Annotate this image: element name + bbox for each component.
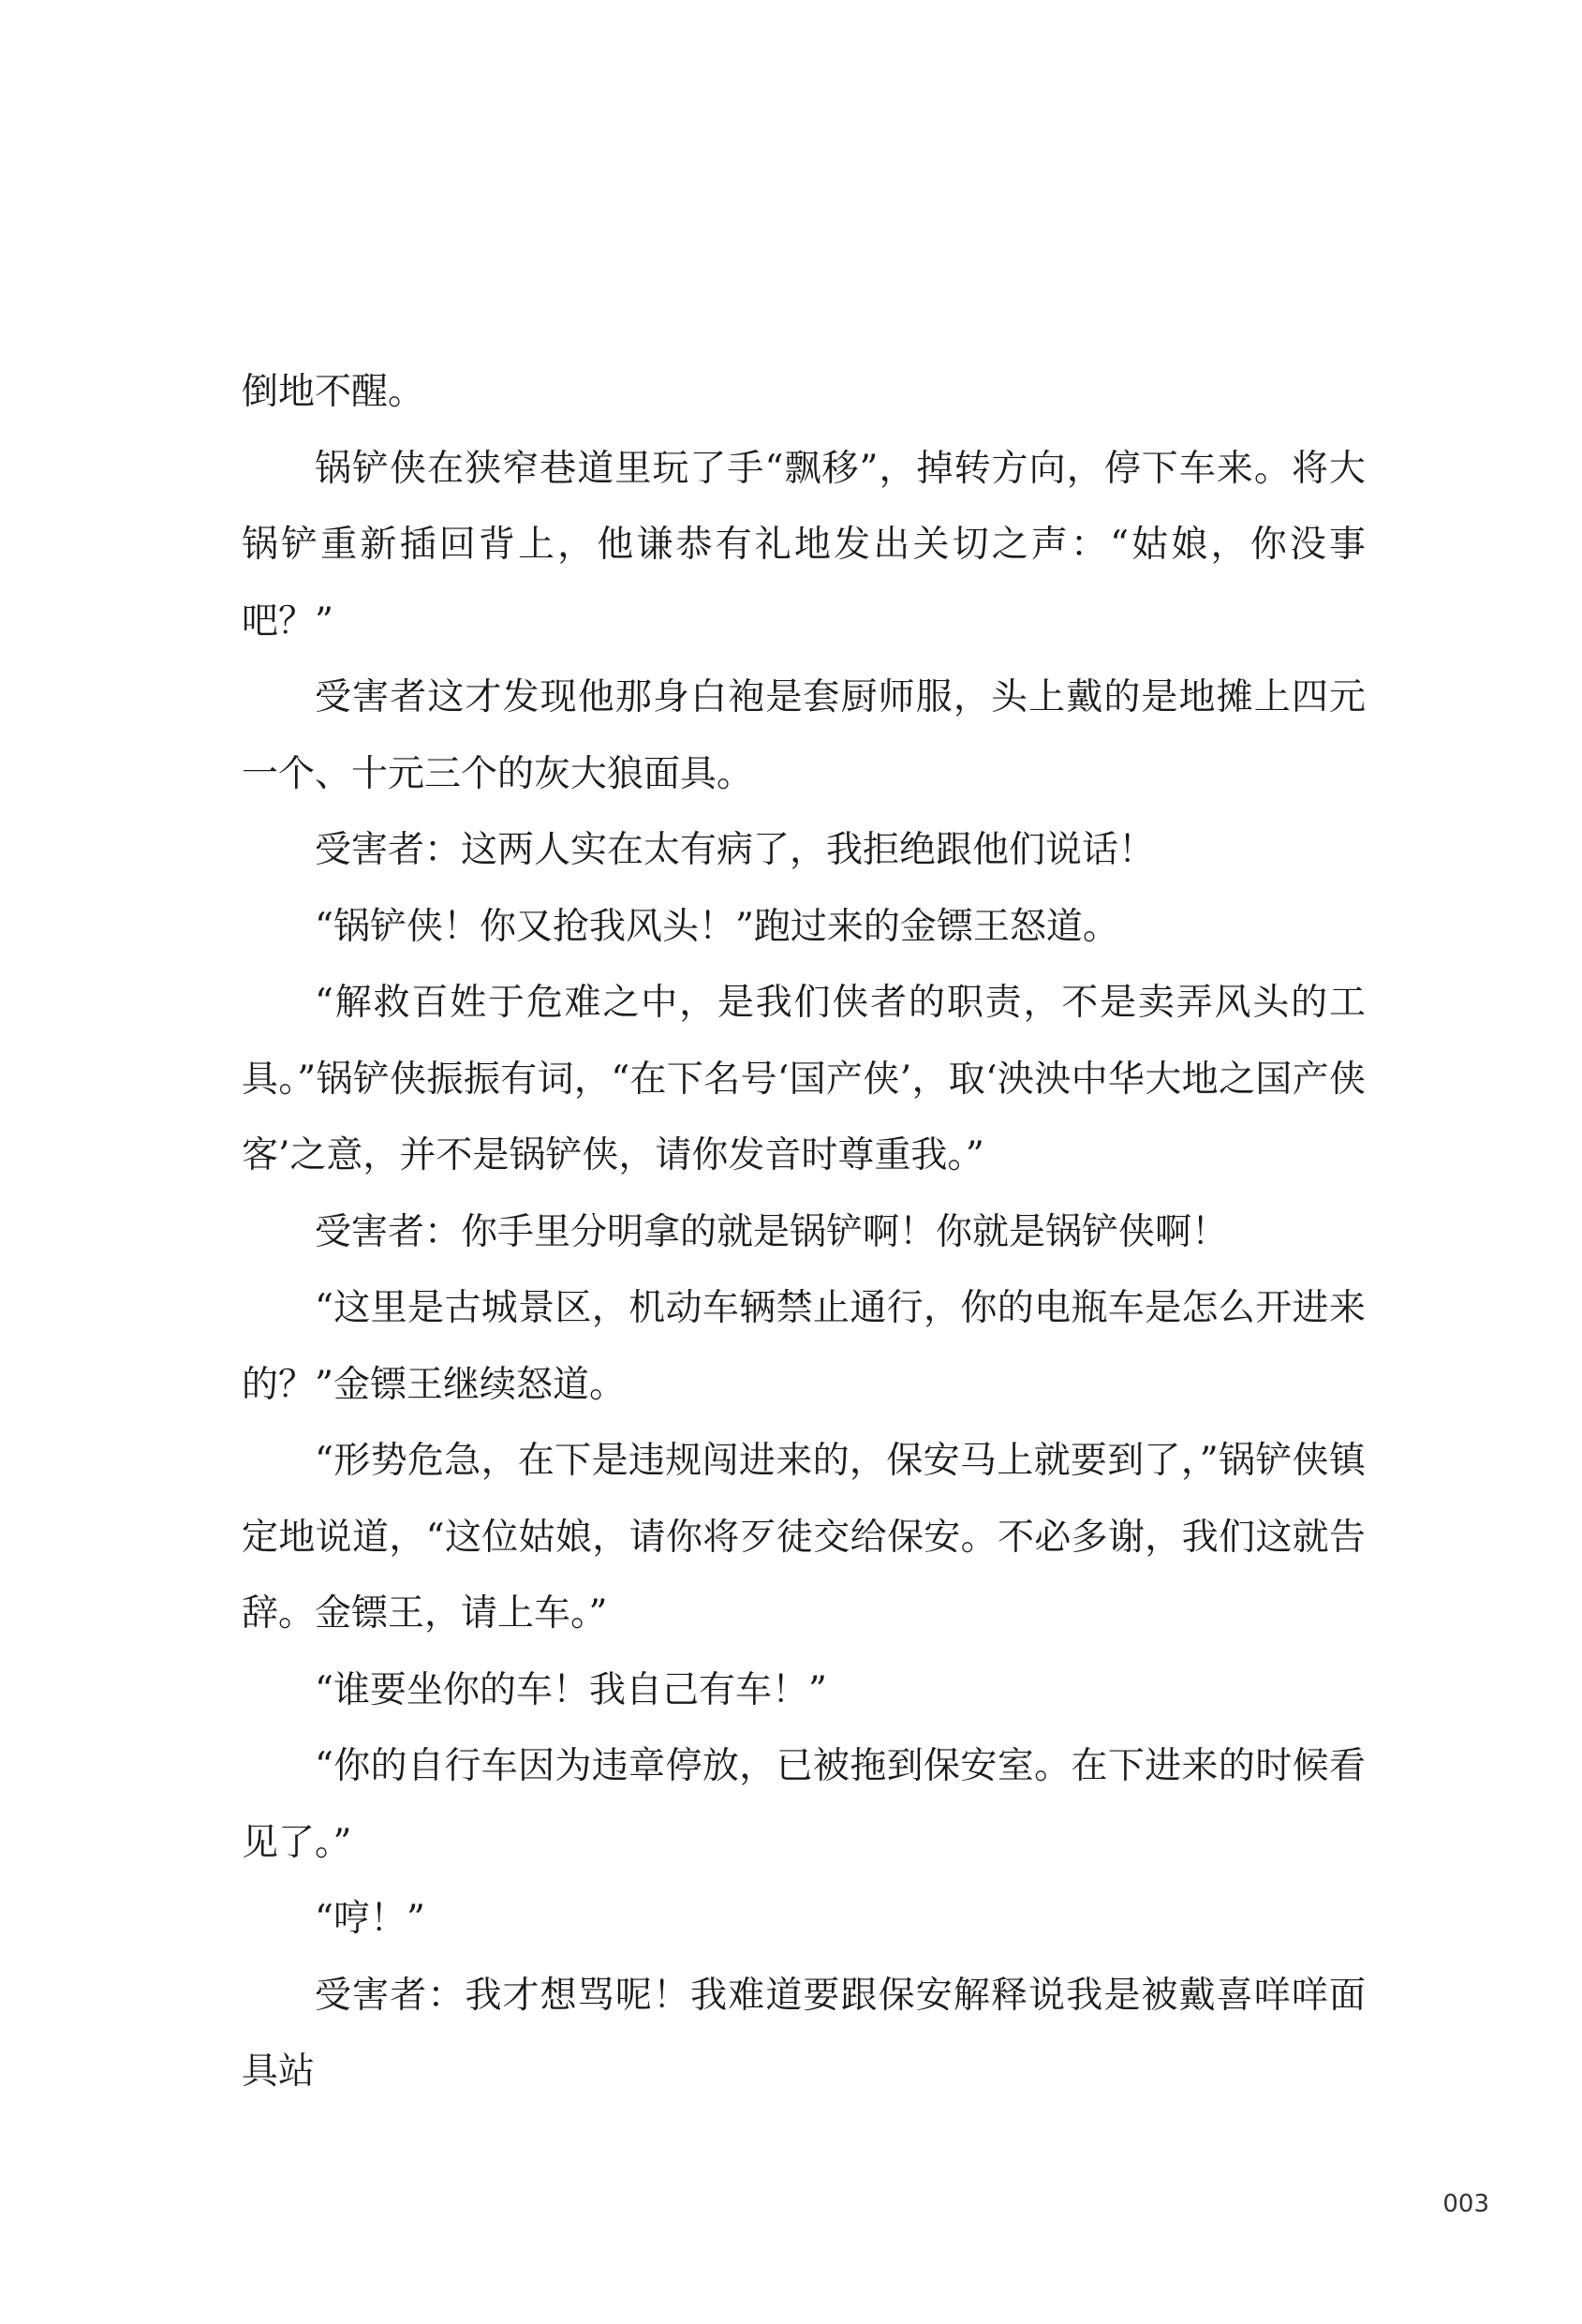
page-number: 003 — [1442, 2190, 1489, 2218]
paragraph: “锅铲侠！你又抢我风头！”跑过来的金镖王怒道。 — [315, 905, 1119, 948]
paragraph: “哼！” — [315, 1898, 425, 1940]
body-text — [242, 354, 1366, 2110]
paragraph: “谁要坐你的车！我自己有车！” — [315, 1668, 827, 1711]
paragraph: “形势危急，在下是违规闯进来的，保安马上就要到了，”锅铲侠镇定地说道，“这位姑娘，请你将歹徒交给保安。不必多谢，我们这就告辞。金镖王，请上车。” — [242, 1440, 1366, 1635]
paragraph: “这里是古城景区，机动车辆禁止通行，你的电瓶车是怎么开进来的？”金镖王继续怒道。 — [242, 1287, 1366, 1406]
paragraph: 锅铲侠在狭窄巷道里玩了手“飘移”，掉转方向，停下车来。将大锅铲重新插回背上，他谦恭有礼地发出关切之声：“姑娘，你没事吧？” — [242, 447, 1366, 643]
paragraph: “解救百姓于危难之中，是我们侠者的职责，不是卖弄风头的工具。”锅铲侠振振有词，“在下名号‘国产侠’，取‘泱泱中华大地之国产侠客’之意，并不是锅铲侠，请你发音时尊重我。” — [242, 982, 1366, 1177]
paragraph: 受害者：我才想骂呢！我难道要跟保安解释说我是被戴喜咩咩面具站 — [242, 1974, 1366, 2093]
paragraph: “你的自行车因为违章停放，已被拖到保安室。在下进来的时候看见了。” — [242, 1745, 1366, 1864]
paragraph-continuation: 倒地不醒。 — [242, 371, 425, 413]
paragraph: 受害者：你手里分明拿的就是锅铲啊！你就是锅铲侠啊！ — [315, 1210, 1229, 1253]
paragraph: 受害者这才发现他那身白袍是套厨师服，头上戴的是地摊上四元一个、十元三个的灰大狼面具。 — [242, 676, 1366, 795]
paragraph: 受害者：这两人实在太有病了，我拒绝跟他们说话！ — [315, 829, 1156, 871]
